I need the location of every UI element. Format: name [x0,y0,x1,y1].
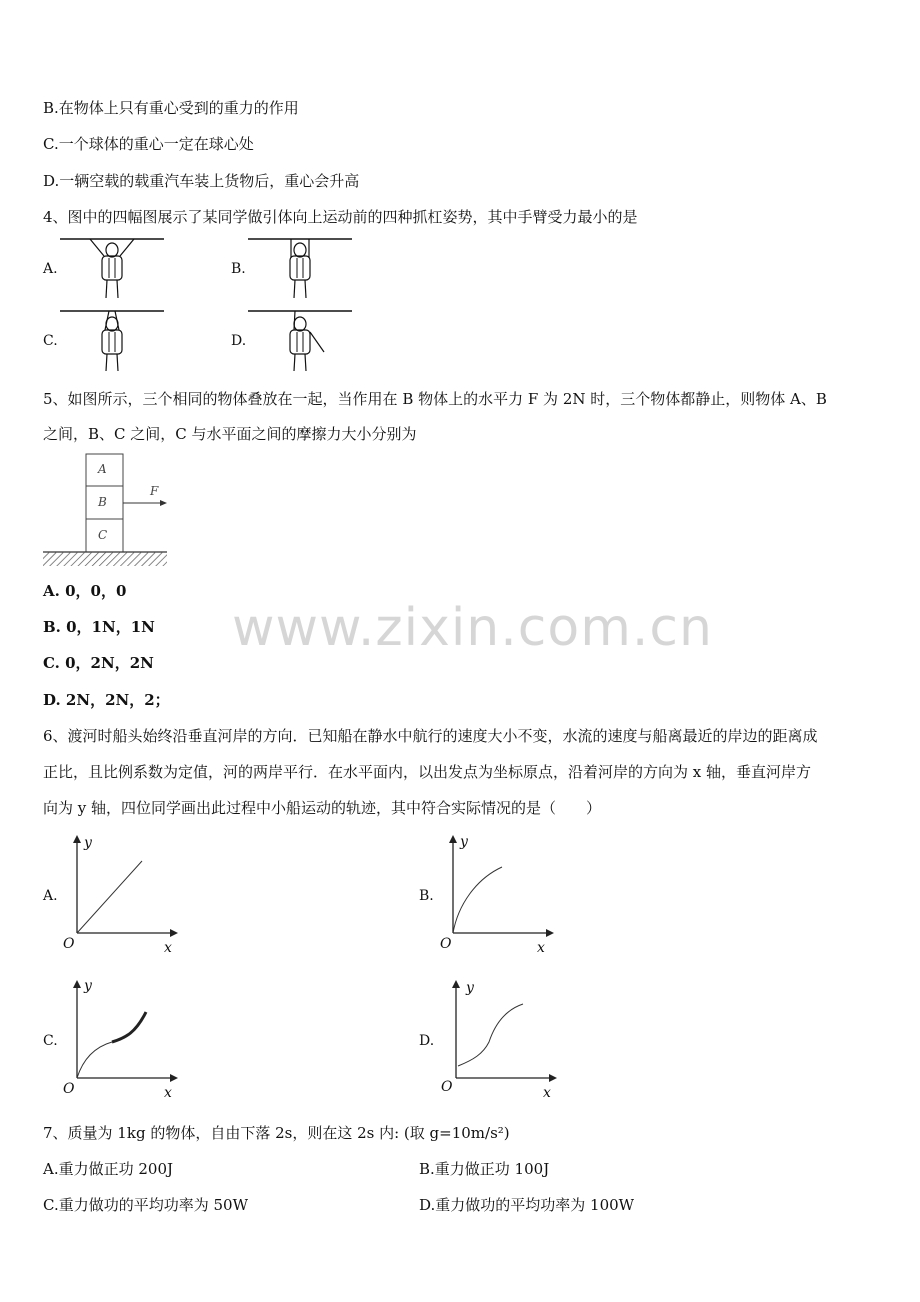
q6-graph-a-x-label: x [164,940,172,956]
q6-stem-line2: 正比，且比例系数为定值，河的两岸平行．在水平面内，以出发点为坐标原点，沿着河岸的方向为 x 轴，垂直河岸方 [43,763,812,781]
q5-force-label: F [150,484,159,498]
q6-stem-line1: 6、渡河时船头始终沿垂直河岸的方向．已知船在静水中航行的速度大小不变，水流的速度与船离最近的岸边的距离成 [43,727,818,745]
q5-block-b-label: B [98,495,107,509]
q7-stem: 7、质量为 1kg 的物体，自由下落 2s，则在这 2s 内: (取 g=10m/s²) [43,1124,510,1142]
q6-stem-line3: 向为 y 轴，四位同学画出此过程中小船运动的轨迹，其中符合实际情况的是（ ） [43,799,602,817]
q4-option-b-label: B. [231,261,246,277]
q7-option-c: C.重力做功的平均功率为 50W [43,1196,248,1214]
q6-option-a-label: A. [43,888,58,904]
q7-option-b: B.重力做正功 100J [419,1160,550,1178]
q6-graph-b-y-label: y [460,834,468,850]
q7-option-d: D.重力做功的平均功率为 100W [419,1196,635,1214]
q3-option-d: D.一辆空载的载重汽车装上货物后，重心会升高 [43,172,360,190]
q3-option-c: C.一个球体的重心一定在球心处 [43,135,254,153]
q3-option-b: B.在物体上只有重心受到的重力的作用 [43,99,299,117]
q5-option-c: C. 0，2N，2N [43,654,154,672]
q5-stem-line1: 5、如图所示，三个相同的物体叠放在一起，当作用在 B 物体上的水平力 F 为 2N 时，三个物体都静止，则物体 A、B [43,390,827,408]
q6-graph-d [439,980,564,1090]
q5-block-a-label: A [98,462,107,476]
q6-graph-d-origin-label: O [441,1079,453,1095]
q5-option-a: A. 0，0，0 [43,582,127,600]
q6-graph-d-x-label: x [543,1085,551,1101]
q4-option-c-label: C. [43,333,58,349]
q4-option-a-label: A. [43,261,58,277]
q6-graph-b-x-label: x [537,940,545,956]
q5-block-c-label: C [98,528,108,542]
q6-graph-b [436,835,561,945]
q4-figure-b [248,238,353,300]
q6-graph-c-origin-label: O [63,1081,75,1097]
q6-option-b-label: B. [419,888,434,904]
q4-figure-d [248,310,353,372]
q6-graph-d-y-label: y [466,980,474,996]
q4-figure-a [60,238,165,300]
q6-graph-a-origin-label: O [63,936,75,952]
q5-option-d: D. 2N，2N，2； [43,691,170,709]
q6-graph-a [60,835,185,945]
q6-graph-a-y-label: y [84,835,92,851]
q6-graph-c-x-label: x [164,1085,172,1101]
q7-option-a: A.重力做正功 200J [43,1160,174,1178]
q5-option-b: B. 0，1N，1N [43,618,155,636]
q6-option-d-label: D. [419,1033,435,1049]
q6-graph-b-origin-label: O [440,936,452,952]
q6-option-c-label: C. [43,1033,58,1049]
q6-graph-c [60,980,185,1090]
q5-stem-line2: 之间，B、C 之间，C 与水平面之间的摩擦力大小分别为 [43,425,417,443]
q4-figure-c [60,310,165,372]
q4-option-d-label: D. [231,333,247,349]
q6-graph-c-y-label: y [84,978,92,994]
watermark: www.zixin.com.cn [232,598,713,658]
q4-stem: 4、图中的四幅图展示了某同学做引体向上运动前的四种抓杠姿势，其中手臂受力最小的是 [43,208,638,226]
